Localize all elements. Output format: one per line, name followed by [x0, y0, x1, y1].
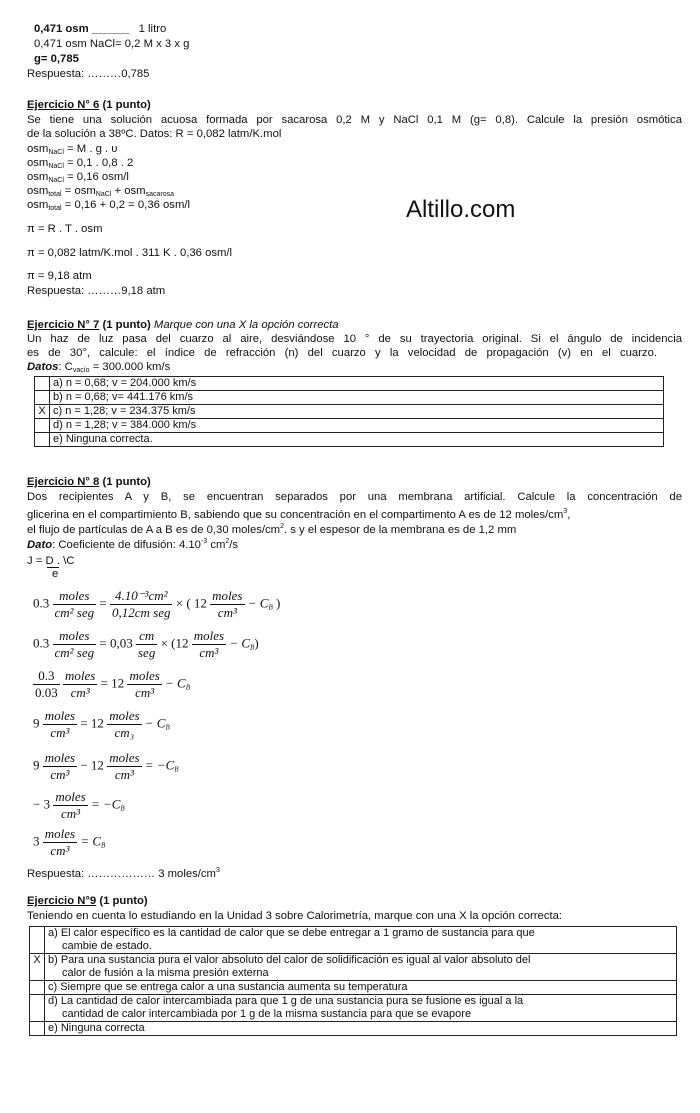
eq-den: cm₃ — [114, 725, 135, 740]
eq-fraction — [53, 588, 97, 621]
eq-num: moles — [65, 668, 96, 683]
eq-fraction — [63, 668, 97, 701]
option-row — [30, 927, 677, 954]
eq-sub: B — [250, 643, 255, 652]
option-line-1: e) Ninguna correcta — [48, 1022, 145, 1034]
osm-sub: NaCl — [48, 177, 64, 184]
top-line-1 — [34, 22, 166, 36]
eq-term: − C — [165, 675, 186, 691]
eq-den: seg — [137, 645, 156, 660]
osm-line-5 — [27, 198, 190, 216]
eq-den: cm³ — [114, 767, 134, 782]
watermark: Altillo.com — [406, 196, 516, 223]
exercise-6-text-1: Se tiene una solución acuosa formada por sacarosa 0,2 M y NaCl 0,1 M (g= 0,8). Calcule la presión osmótica — [27, 114, 682, 126]
eq-term: − C — [144, 715, 166, 731]
option-mark — [35, 391, 50, 405]
osm-sub: NaCl — [95, 191, 112, 198]
eq-term: − C — [229, 635, 251, 651]
option-mark — [30, 981, 45, 995]
eq-num: cm — [136, 628, 157, 645]
option-text: b) n = 0,68; v= 441.176 km/s — [50, 391, 664, 405]
exercise-7-instruction: Marque con una X la opción correcta — [150, 319, 339, 331]
option-line-2: cambie de estado. — [62, 940, 152, 952]
osm-eq: + osm — [111, 185, 146, 197]
eq-num: moles — [109, 750, 140, 765]
data-sup: 2 — [225, 538, 230, 545]
eq-den: cm³ — [135, 685, 155, 700]
eq-equals: = — [99, 595, 107, 611]
eq-fraction — [53, 628, 97, 661]
option-mark: X — [30, 954, 45, 981]
exercise-8-title: Ejercicio N° 8 — [27, 476, 100, 488]
option-row — [30, 995, 677, 1022]
eq-fraction — [127, 668, 161, 701]
equation-4 — [33, 708, 170, 741]
eq-den: cm³ — [50, 843, 70, 858]
osm-word: osm — [27, 171, 49, 183]
eq-num: moles — [44, 750, 76, 765]
osm-word: osm — [27, 157, 49, 169]
text-part: glicerina en el compartimiento B, sabiendo que su concentración en el compartimento A es de 12 moles/cm — [27, 509, 564, 521]
eq-den: cm³ — [199, 645, 219, 660]
equation-5 — [33, 750, 179, 783]
eq-num: 4.10⁻³cm² — [110, 588, 173, 605]
eq-sub: B — [120, 804, 125, 813]
eq-sub: B — [101, 841, 106, 850]
osm-eq: = M . g . υ — [63, 143, 118, 155]
data-text: /s — [229, 539, 239, 551]
eq-term: 3 — [33, 833, 40, 849]
answer-sup: 3 — [215, 867, 220, 874]
data-text: cm — [207, 539, 226, 551]
eq-term: = −C — [90, 796, 121, 812]
osm-eq: = 0,16 osm/l — [63, 171, 129, 183]
eq-sub: B — [165, 723, 170, 732]
osm-sub: total — [48, 205, 62, 212]
option-cell — [45, 1022, 677, 1036]
eq-fraction — [210, 588, 244, 621]
eq-fraction — [53, 789, 87, 822]
option-mark — [30, 995, 45, 1022]
top-answer — [27, 67, 149, 81]
eq-fraction — [107, 750, 141, 783]
option-line-1: c) Siempre que se entrega calor a una sustancia aumenta su temperatura — [48, 981, 408, 993]
exercise-8-data — [27, 535, 238, 552]
exercise-7-text-1: Un haz de luz pasa del cuarzo al aire, desviándose 10 ° de su trayectoria original. Si el ángulo de incidencia — [27, 333, 682, 345]
eq-fraction — [43, 826, 77, 859]
eq-term: ) — [272, 595, 281, 611]
answer-value: ………9,18 atm — [87, 285, 166, 297]
option-line-2: cantidad de calor intercambiada por 1 g de la misma sustancia para que se evapore — [62, 1008, 472, 1020]
osm-eq: = 0,16 + 0,2 = 0,36 osm/l — [61, 199, 191, 211]
option-mark — [35, 433, 50, 447]
eq-fraction — [136, 628, 157, 661]
option-mark — [30, 1022, 45, 1036]
flux-formula: J = D . \C — [27, 555, 75, 567]
exercise-9-options-table — [29, 926, 677, 1036]
eq-den: cm³ — [50, 725, 70, 740]
option-row — [35, 419, 664, 433]
option-line-1: b) Para una sustancia pura el valor absoluto del calor de solidificación es igual al valor absoluto del — [48, 954, 531, 966]
osm-sub: NaCl — [48, 149, 64, 156]
eq-term: 0.3 — [33, 635, 50, 651]
text-part: , — [567, 509, 571, 521]
equation-7 — [33, 826, 105, 859]
eq-term: − 12 — [80, 757, 104, 773]
eq-sub: B — [185, 683, 191, 692]
equation-2 — [33, 628, 259, 661]
osm-sub: total — [48, 191, 62, 198]
option-line-1: a) El calor específico es la cantidad de calor que se debe entregar a 1 gramo de sustancia para que — [48, 927, 535, 939]
data-label: Datos — [27, 361, 59, 373]
eq-term: ) — [254, 635, 259, 651]
exercise-8-text-1: Dos recipientes A y B, se encuentran separados por una membrana artificial. Calcule la concentración de — [27, 491, 682, 503]
eq-term: 9 — [33, 757, 40, 773]
eq-num: moles — [129, 668, 160, 683]
osm-word: osm — [27, 199, 49, 211]
exercise-6-points: (1 punto) — [99, 99, 151, 111]
exercise-7-heading — [27, 318, 339, 332]
data-text: : Coeficiente de difusión: 4.10 — [52, 539, 201, 551]
eq-term: = 12 — [80, 715, 104, 731]
answer-value: ……………… 3 moles/cm — [87, 868, 216, 880]
eq-term: = 0,03 — [99, 635, 133, 651]
eq-term: × (12 — [160, 635, 189, 651]
option-mark — [30, 927, 45, 954]
eq-den: cm² seg — [54, 645, 95, 660]
option-mark — [35, 419, 50, 433]
eq-den: cm³ — [217, 605, 237, 620]
answer-label: Respuesta: — [27, 68, 85, 80]
option-line-1: d) La cantidad de calor intercambiada para que 1 g de una sustancia pura se fusione es igual a la — [48, 995, 524, 1007]
eq-num: moles — [53, 628, 97, 645]
option-row — [30, 981, 677, 995]
eq-num: moles — [53, 588, 97, 605]
option-cell — [45, 927, 677, 954]
exercise-7-text-2: es de 30°, calcule: el índice de refracción (n) del cuarzo y la velocidad de propagación (v) en el cuarzo. — [27, 347, 657, 359]
eq-term: − C — [247, 595, 269, 611]
exercise-9-heading — [27, 894, 148, 908]
eq-fraction — [43, 708, 77, 741]
eq-term: − 3 — [33, 796, 51, 812]
text-sup: 3 — [563, 508, 568, 515]
pi-line-3: π = 9,18 atm — [27, 270, 92, 282]
eq-den: cm³ — [70, 685, 90, 700]
exercise-7-points: (1 punto) — [99, 319, 151, 331]
eq-sub: B — [268, 603, 273, 612]
eq-num: moles — [55, 789, 86, 804]
osm-eq: = osm — [61, 185, 96, 197]
text-part: . s y el espesor de la membrana es de 1,2 mm — [283, 524, 517, 536]
exercise-8-answer — [27, 864, 220, 881]
eq-den: 0,12cm seg — [111, 605, 171, 620]
eq-fraction — [110, 588, 173, 621]
text-sup: 2 — [280, 523, 284, 530]
exercise-9-title: Ejercicio N°9 — [27, 895, 97, 907]
eq-den: cm³ — [50, 767, 70, 782]
eq-fraction — [192, 628, 226, 661]
exercise-8-points: (1 punto) — [99, 476, 151, 488]
data-label: Dato — [27, 539, 53, 551]
osm-sub: NaCl — [48, 163, 64, 170]
osm-eq: = 0,1 . 0,8 . 2 — [63, 157, 134, 169]
option-row — [35, 391, 664, 405]
data-sup: -3 — [200, 538, 208, 545]
option-row — [35, 377, 664, 391]
option-cell — [45, 981, 677, 995]
equation-6 — [33, 789, 125, 822]
data-value: = 300.000 km/s — [89, 361, 171, 373]
answer-value: ………0,785 — [87, 68, 150, 80]
eq-term: 0.3 — [33, 595, 50, 611]
pi-line-2: π = 0,082 latm/K.mol . 311 K . 0,36 osm/l — [27, 247, 233, 259]
equation-1 — [33, 588, 280, 621]
eq-term: × ( 12 — [175, 595, 207, 611]
text-part: el flujo de partículas de A a B es de 0,30 moles/cm — [27, 524, 281, 536]
eq-term: = C — [80, 833, 102, 849]
exercise-9-points: (1 punto) — [96, 895, 148, 907]
exercise-7-title: Ejercicio N° 7 — [27, 319, 100, 331]
osm-word: osm — [27, 185, 49, 197]
pi-line-1: π = R . T . osm — [27, 223, 103, 235]
exercise-9-text: Teniendo en cuenta lo estudiando en la Unidad 3 sobre Calorimetría, marque con una X la opción correcta: — [27, 910, 563, 922]
option-text: a) n = 0,68; v = 204.000 km/s — [50, 377, 664, 391]
eq-term: = −C — [144, 757, 175, 773]
exercise-6-title: Ejercicio N° 6 — [27, 99, 100, 111]
exercise-7-options-table — [34, 376, 664, 447]
option-text: c) n = 1,28; v = 234.375 km/s — [50, 405, 664, 419]
eq-num: moles — [44, 708, 76, 723]
option-row — [35, 405, 664, 419]
data-sub: vacío — [72, 367, 90, 374]
eq-den: cm³ — [60, 806, 81, 821]
option-text: d) n = 1,28; v = 384.000 km/s — [50, 419, 664, 433]
option-text: e) Ninguna correcta. — [50, 433, 664, 447]
top-line-3: g= 0,785 — [34, 53, 79, 65]
eq-num: moles — [109, 708, 140, 723]
option-row — [35, 433, 664, 447]
flux-fraction-bar — [47, 567, 59, 568]
eq-sub: B — [174, 765, 179, 774]
data-c: : C — [58, 361, 73, 373]
eq-num: moles — [193, 628, 225, 643]
eq-num: moles — [212, 588, 243, 603]
eq-num: moles — [44, 826, 76, 841]
flux-formula-denominator: e — [52, 568, 59, 580]
equation-3 — [33, 668, 190, 701]
eq-fraction — [107, 708, 141, 741]
top-line-2: 0,471 osm NaCl= 0,2 M x 3 x g — [34, 38, 190, 50]
option-row — [30, 954, 677, 981]
option-cell — [45, 995, 677, 1022]
eq-den: cm² seg — [54, 605, 95, 620]
eq-den: 0.03 — [35, 685, 58, 700]
option-line-2: calor de fusión a la misma presión externa — [62, 967, 269, 979]
option-row — [30, 1022, 677, 1036]
exercise-6-heading — [27, 98, 151, 112]
eq-term: 9 — [33, 715, 40, 731]
option-cell — [45, 954, 677, 981]
answer-label: Respuesta: — [27, 285, 85, 297]
exercise-8-heading — [27, 475, 151, 489]
option-mark — [35, 377, 50, 391]
eq-num: 0.3 — [33, 668, 60, 685]
top-line-1-b: 1 litro — [138, 23, 167, 35]
eq-fraction — [43, 750, 77, 783]
eq-fraction — [33, 668, 60, 701]
exercise-6-text-2: de la solución a 38ºC. Datos: R = 0,082 latm/K.mol — [27, 128, 282, 140]
top-line-1-a: 0,471 osm ______ — [34, 23, 130, 35]
exercise-6-answer — [27, 284, 165, 298]
answer-label: Respuesta: — [27, 868, 85, 880]
option-mark: X — [35, 405, 50, 419]
eq-term: = 12 — [100, 675, 125, 691]
osm-word: osm — [27, 143, 49, 155]
osm-sub: sacarosa — [145, 191, 174, 198]
